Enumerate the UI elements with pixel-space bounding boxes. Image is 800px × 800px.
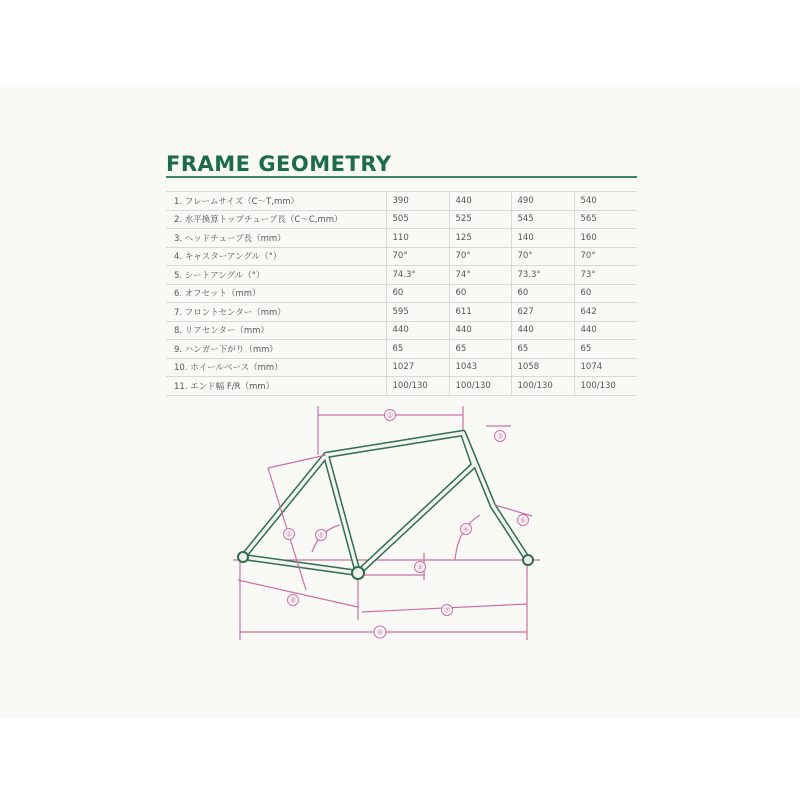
cell-value: 70°: [386, 247, 449, 266]
marker-3-label: ③: [496, 432, 504, 441]
cell-value: 627: [511, 303, 574, 322]
marker-3: [495, 431, 506, 442]
cell-value: 100/130: [511, 377, 574, 396]
cell-value: 611: [449, 303, 511, 322]
cell-value: 100/130: [386, 377, 449, 396]
cell-value: 65: [574, 340, 637, 359]
cell-value: 440: [449, 192, 511, 211]
cell-value: 60: [511, 284, 574, 303]
dim-arc-caster-angle: [455, 515, 480, 560]
marker-5-label: ⑤: [317, 531, 325, 540]
cell-value: 505: [386, 210, 449, 229]
marker-4: [461, 524, 472, 535]
bike-frame: [238, 433, 533, 579]
marker-5: [316, 530, 327, 541]
cell-value: 73.3°: [511, 266, 574, 285]
cell-value: 540: [574, 192, 637, 211]
cell-value: 73°: [574, 266, 637, 285]
cell-value: 1027: [386, 358, 449, 377]
cell-value: 642: [574, 303, 637, 322]
marker-1-label: ①: [285, 530, 293, 539]
marker-1: [284, 529, 295, 540]
cell-value: 160: [574, 229, 637, 248]
cell-value: 140: [511, 229, 574, 248]
cell-value: 440: [449, 321, 511, 340]
cell-value: 545: [511, 210, 574, 229]
cell-value: 100/130: [449, 377, 511, 396]
marker-6-label: ⑥: [519, 516, 527, 525]
cell-value: 565: [574, 210, 637, 229]
cell-value: 60: [386, 284, 449, 303]
cell-value: 65: [386, 340, 449, 359]
cell-value: 70°: [449, 247, 511, 266]
marker-7-label: ⑦: [443, 606, 451, 615]
cell-value: 60: [574, 284, 637, 303]
page-title: FRAME GEOMETRY: [166, 152, 392, 176]
cell-value: 525: [449, 210, 511, 229]
marker-6: [518, 515, 529, 526]
row-label: 11. エンド幅 F/R（mm）: [166, 377, 386, 396]
cell-value: 110: [386, 229, 449, 248]
row-label: 10. ホイールベース（mm）: [166, 358, 386, 377]
marker-8-label: ⑧: [289, 596, 297, 605]
frame-tubes-fill: [243, 433, 528, 573]
marker-7: [442, 605, 453, 616]
marker-10-label: ⑩: [376, 628, 384, 637]
marker-2-label: ②: [386, 411, 394, 420]
cell-value: 440: [511, 321, 574, 340]
front-dropout: [523, 555, 533, 565]
cell-value: 490: [511, 192, 574, 211]
row-label: 6. オフセット（mm）: [166, 284, 386, 303]
row-label: 7. フロントセンター（mm）: [166, 303, 386, 322]
bottom-bracket: [352, 567, 364, 579]
marker-4-label: ④: [462, 525, 470, 534]
cell-value: 100/130: [574, 377, 637, 396]
row-label: 3. ヘッドチューブ長（mm）: [166, 229, 386, 248]
marker-8: [288, 595, 299, 606]
row-label: 5. シートアングル（°）: [166, 266, 386, 285]
cell-value: 1043: [449, 358, 511, 377]
cell-value: 125: [449, 229, 511, 248]
cell-value: 65: [449, 340, 511, 359]
cell-value: 60: [449, 284, 511, 303]
row-label: 9. ハンガー下がり（mm）: [166, 340, 386, 359]
row-label: 4. キャスターアングル（°）: [166, 247, 386, 266]
cell-value: 440: [386, 321, 449, 340]
cell-value: 70°: [511, 247, 574, 266]
cell-value: 70°: [574, 247, 637, 266]
row-label: 1. フレームサイズ（C〜T,mm）: [166, 192, 386, 211]
marker-9-label: ⑨: [416, 563, 424, 572]
marker-9: [415, 562, 426, 573]
marker-10: [374, 626, 386, 638]
cell-value: 1074: [574, 358, 637, 377]
cell-value: 65: [511, 340, 574, 359]
row-label: 2. 水平換算トップチューブ長（C〜C,mm）: [166, 210, 386, 229]
cell-value: 74.3°: [386, 266, 449, 285]
rear-dropout: [238, 552, 248, 562]
cell-value: 440: [574, 321, 637, 340]
cell-value: 1058: [511, 358, 574, 377]
cell-value: 595: [386, 303, 449, 322]
cell-value: 74°: [449, 266, 511, 285]
row-label: 8. リアセンター（mm）: [166, 321, 386, 340]
marker-2: [385, 410, 396, 421]
cell-value: 390: [386, 192, 449, 211]
